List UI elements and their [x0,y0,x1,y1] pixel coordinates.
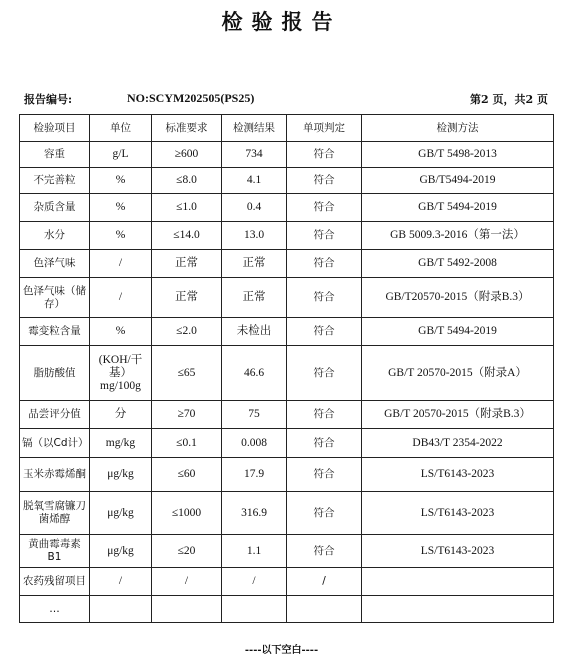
table-row [20,458,554,492]
result-cell: 734 [222,142,287,168]
judgement-cell [287,596,362,623]
table-row [20,168,554,194]
unit-cell: μg/kg [90,458,152,492]
method-cell: GB/T5494-2019 [362,168,554,194]
table-row [20,429,554,458]
method-cell [362,596,554,623]
result-cell: 4.1 [222,168,287,194]
end-of-report: ----以下空白---- [244,645,319,656]
item-cell: 霉变粒含量 [20,318,90,346]
item-cell: 色泽气味 [20,250,90,278]
judgement-cell: 符合 [287,492,362,535]
requirement-cell: 正常 [152,250,222,278]
table-row [20,142,554,168]
inspection-table [19,114,554,623]
unit-cell: μg/kg [90,535,152,568]
table-row [20,250,554,278]
result-cell: 0.4 [222,194,287,222]
unit-cell: μg/kg [90,492,152,535]
judgement-cell: 符合 [287,222,362,250]
judgement-cell: 符合 [287,250,362,278]
item-cell: 农药残留项目 [20,568,90,596]
item-cell: 脂肪酸值 [20,346,90,401]
item-cell: 色泽气味（储存） [20,278,90,318]
unit-cell: / [90,250,152,278]
header-requirement: 标准要求 [152,115,222,142]
unit-cell: 分 [90,401,152,429]
method-cell: GB/T 5492-2008 [362,250,554,278]
result-cell: 75 [222,401,287,429]
unit-cell [90,596,152,623]
result-cell: 17.9 [222,458,287,492]
unit-cell: % [90,194,152,222]
requirement-cell: ≤20 [152,535,222,568]
header-unit: 单位 [90,115,152,142]
judgement-cell: 符合 [287,278,362,318]
result-cell [222,596,287,623]
table-row [20,568,554,596]
result-cell: 13.0 [222,222,287,250]
unit-cell: % [90,318,152,346]
header-result: 检测结果 [222,115,287,142]
item-cell: 玉米赤霉烯酮 [20,458,90,492]
requirement-cell: ≥70 [152,401,222,429]
result-cell: 1.1 [222,535,287,568]
method-cell: LS/T6143-2023 [362,458,554,492]
unit-cell: (KOH/干基）mg/100g [90,346,152,401]
requirement-cell: ≥600 [152,142,222,168]
table-row [20,222,554,250]
requirement-cell: ≤1000 [152,492,222,535]
result-cell: 正常 [222,278,287,318]
result-cell: / [222,568,287,596]
method-cell: GB/T 20570-2015（附录B.3） [362,401,554,429]
result-cell: 46.6 [222,346,287,401]
table-row [20,278,554,318]
table-header-row [20,115,554,142]
header-item: 检验项目 [20,115,90,142]
judgement-cell: 符合 [287,458,362,492]
item-cell: … [20,596,90,623]
method-cell: GB 5009.3-2016（第一法） [362,222,554,250]
item-cell: 杂质含量 [20,194,90,222]
judgement-cell: / [287,568,362,596]
item-cell: 不完善粒 [20,168,90,194]
result-cell: 未检出 [222,318,287,346]
requirement-cell: ≤1.0 [152,194,222,222]
judgement-cell: 符合 [287,535,362,568]
method-cell: GB/T 20570-2015（附录A） [362,346,554,401]
judgement-cell: 符合 [287,429,362,458]
report-no: NO:SCYM202505(PS25) [127,91,255,105]
item-cell: 镉（以Cd计） [20,429,90,458]
requirement-cell: 正常 [152,278,222,318]
unit-cell: % [90,222,152,250]
judgement-cell: 符合 [287,401,362,429]
header-method: 检测方法 [362,115,554,142]
requirement-cell: ≤0.1 [152,429,222,458]
method-cell: LS/T6143-2023 [362,492,554,535]
requirement-cell: ≤2.0 [152,318,222,346]
item-cell: 脱氧雪腐镰刀菌烯醇 [20,492,90,535]
table-row [20,194,554,222]
unit-cell: / [90,278,152,318]
result-cell: 316.9 [222,492,287,535]
table-row [20,596,554,623]
table-row [20,318,554,346]
unit-cell: % [90,168,152,194]
judgement-cell: 符合 [287,318,362,346]
requirement-cell: ≤8.0 [152,168,222,194]
item-cell: 黄曲霉毒素B1 [20,535,90,568]
judgement-cell: 符合 [287,346,362,401]
judgement-cell: 符合 [287,194,362,222]
method-cell: GB/T 5494-2019 [362,318,554,346]
report-title: 检验报告 [221,9,342,34]
judgement-cell: 符合 [287,142,362,168]
method-cell: GB/T 5494-2019 [362,194,554,222]
method-cell: DB43/T 2354-2022 [362,429,554,458]
item-cell: 容重 [20,142,90,168]
requirement-cell: / [152,568,222,596]
method-cell: GB/T 5498-2013 [362,142,554,168]
item-cell: 水分 [20,222,90,250]
page-info: 第2 页，共2 页 [470,93,548,106]
unit-cell: / [90,568,152,596]
table-row [20,401,554,429]
table-row [20,535,554,568]
table-row [20,492,554,535]
requirement-cell: ≤65 [152,346,222,401]
requirement-cell: ≤14.0 [152,222,222,250]
unit-cell: mg/kg [90,429,152,458]
header-judgement: 单项判定 [287,115,362,142]
item-cell: 品尝评分值 [20,401,90,429]
table-row [20,346,554,401]
report-meta [24,91,548,107]
unit-cell: g/L [90,142,152,168]
method-cell: GB/T20570-2015（附录B.3） [362,278,554,318]
requirement-cell [152,596,222,623]
judgement-cell: 符合 [287,168,362,194]
result-cell: 正常 [222,250,287,278]
report-no-label: 报告编号: [24,93,73,106]
method-cell [362,568,554,596]
result-cell: 0.008 [222,429,287,458]
requirement-cell: ≤60 [152,458,222,492]
method-cell: LS/T6143-2023 [362,535,554,568]
